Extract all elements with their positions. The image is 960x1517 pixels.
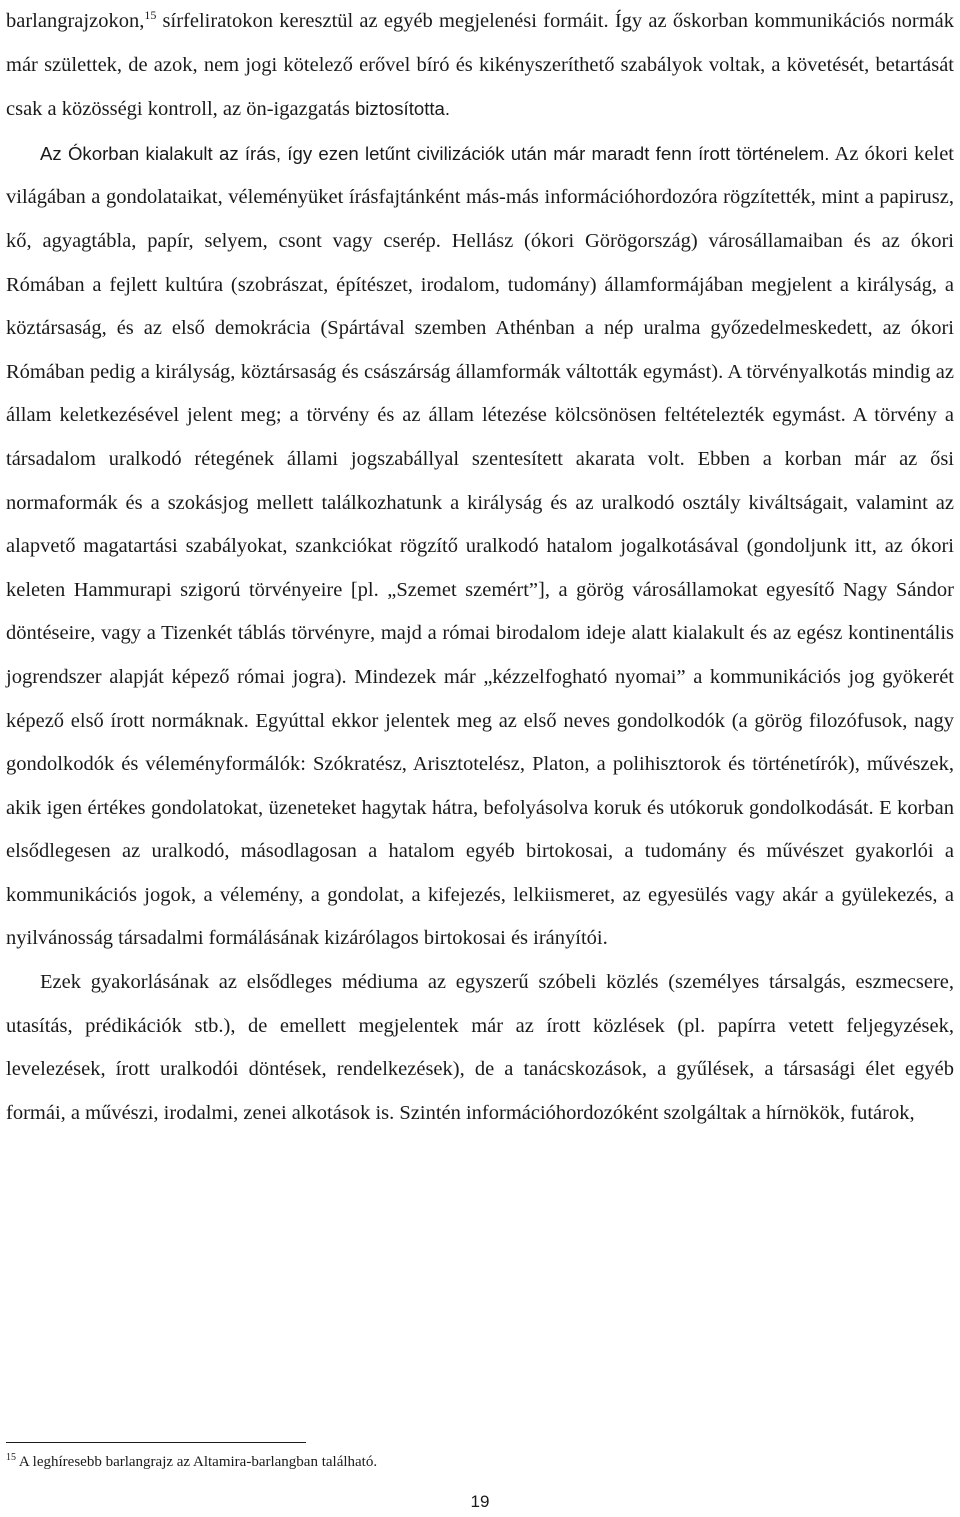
paragraph-1-text-b: sírfeliratokon keresztül az egyéb megjelenési formáit. Így az őskorban kommunikációs normák már születtek, de azok, nem jogi kötelező erővel bíró és kikényszeríthető szabályok voltak, a követését, betartását csak a közösségi kontroll, az ön-igazgatás [6,10,954,121]
paragraph-2-text-sans: Az Ókorban kialakult az írás, így ezen letűnt civilizációk után már maradt fenn írott történelem. [40,142,830,164]
footnote [6,1452,377,1472]
paragraph-1-text-sans: biztosította. [354,98,451,120]
paragraph-3 [6,961,954,1135]
paragraph-1 [6,0,954,132]
paragraph-2 [6,132,954,961]
document-page [6,0,954,1517]
footnote-text: A leghíresebb barlangrajz az Altamira-barlangban található. [16,1454,378,1470]
paragraph-3-text: Ezek gyakorlásának az elsődleges médiuma az egyszerű szóbeli közlés (személyes társalgás, eszmecsere, utasítás, prédikációk stb.), de emellett megjelentek már az írott közlések (pl. papírra vetett feljegyzések, levelezések, írott uralkodói döntések, rendelkezések), de a tanácskozások, a gyűlések, a társasági élet egyéb formái, a művészi, irodalmi, zenei alkotások is. Szintén információhordozóként szolgáltak a hírnökök, futárok, [6,971,954,1124]
footnote-separator [6,1442,306,1443]
footnote-reference: 15 [144,8,157,23]
paragraph-2-text: Az ókori kelet világában a gondolataikat, véleményüket írásfajtánként más-más információhordozóra rögzítették, mint a papirusz, kő, agyagtábla, papír, selyem, csont vagy cserép. Hellász (ókori Görögország) városállamaiban és az ókori Rómában a fejlett kultúra (szobrászat, építészet, irodalom, tudomány) államformájában megjelent a királyság, a köztársaság, és az első demokrácia (Spártával szemben Athénban a nép uralma győzedelmeskedett, az ókori Rómában pedig a királyság, köztársaság és császárság államformák váltották egymást). A törvényalkotás mindig az állam keletkezésével jelent meg; a törvény és az állam létezése kölcsönösen feltételezték egymást. A törvény a társadalom uralkodó rétegének állami jogszabállyal szentesített akarata volt. Ebben a korban már az ősi normaformák és a szokásjog mellett találkozhatunk a királyság és az uralkodó osztály kiváltságait, valamint az alapvető magatartási szabályokat, szankciókat rögzítő uralkodó hatalom jogalkotásával (gondoljunk itt, az ókori keleten Hammurapi szigorú törvényeire [pl. „Szemet szemért”], a görög városállamokat egyesítő Nagy Sándor döntéseire, vagy a Tizenkét táblás törvényre, majd a római birodalom ideje alatt kialakult és az egész kontinentális jogrendszer alapját képező római jogra). Mindezek már „kézzelfogható nyomai” a kommunikációs jog gyökerét képező első írott normáknak. Egyúttal ekkor jelentek meg az első neves gondolkodók (a görög filozófusok, nagy gondolkodók és véleményformálók: Szókratész, Arisztotelész, Platon, a polihisztorok és történetírók), művészek, akik igen értékes gondolatokat, üzeneteket hagytak hátra, befolyásolva koruk és utókoruk gondolkodását. E korban elsődlegesen az uralkodó, másodlagosan a hatalom egyéb birtokosai, a tudomány és művészet gyakorlói a kommunikációs jogok, a vélemény, a gondolat, a kifejezés, lelkiismeret, az egyesülés vagy akár a gyülekezés, a nyilvánosság társadalmi formálásának kizárólagos birtokosai és irányítói. [6,142,954,950]
page-number: 19 [470,1492,490,1511]
footnote-number: 15 [6,1452,16,1463]
paragraph-1-text-a: barlangrajzokon, [6,10,145,32]
body-text [6,0,954,1135]
